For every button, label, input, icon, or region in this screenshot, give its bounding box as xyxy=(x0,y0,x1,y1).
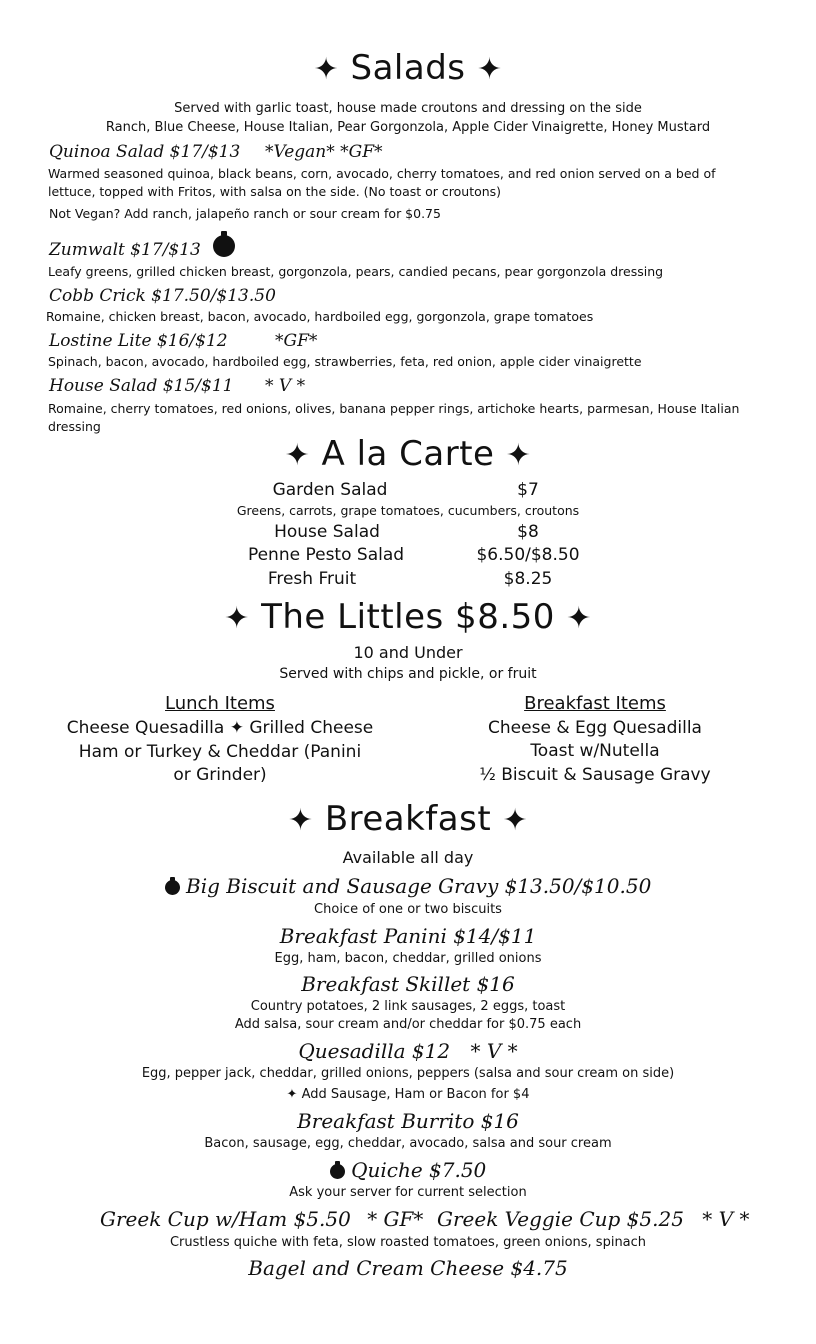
house-favorite-icon xyxy=(165,880,180,895)
menu-item-zumwalt: Zumwalt $17/$13 xyxy=(49,240,201,260)
breakfast-kid-item: Cheese & Egg Quesadilla xyxy=(488,718,702,738)
alacarte-heading-text: A la Carte xyxy=(321,434,495,474)
menu-item-name: Greek Cup w/Ham $5.50 xyxy=(100,1207,351,1231)
item-note-quinoa: Not Vegan? Add ranch, jalapeño ranch or sour cream for $0.75 xyxy=(49,206,441,221)
item-addon-breakfast-skillet: Add salsa, sour cream and/or cheddar for $0.75 each xyxy=(234,1017,582,1032)
menu-item-breakfast-panini: Breakfast Panini $14/$11 xyxy=(279,924,537,948)
lunch-item-row xyxy=(60,718,380,738)
sparkle-icon: ✦ xyxy=(284,438,311,473)
menu-item-big-biscuit xyxy=(0,874,816,898)
alacarte-item-price: $8 xyxy=(517,522,539,542)
littles-age: 10 and Under xyxy=(353,643,463,662)
menu-item-cobb-crick: Cobb Crick $17.50/$13.50 xyxy=(49,286,276,306)
breakfast-available: Available all day xyxy=(342,848,474,867)
item-desc-breakfast-skillet: Country potatoes, 2 link sausages, 2 eggs, toast xyxy=(250,999,566,1014)
menu-item-name: Big Biscuit and Sausage Gravy $13.50/$10.50 xyxy=(186,874,652,898)
alacarte-item-price: $6.50/$8.50 xyxy=(476,545,580,565)
menu-item-greek-veggie-cup xyxy=(437,1207,749,1231)
dietary-tag: * V * xyxy=(702,1207,750,1231)
lunch-item: Ham or Turkey & Cheddar (Panini or Grinder) xyxy=(78,742,362,785)
breakfast-kid-item: ½ Biscuit & Sausage Gravy xyxy=(479,765,711,785)
lunch-item: Cheese Quesadilla xyxy=(66,718,225,738)
item-desc-quinoa: Warmed seasoned quinoa, black beans, corn, avocado, cherry tomatoes, and red onion served on a bed of lettuce, topped with Fritos, with salsa on the side. (No toast or croutons) xyxy=(48,166,716,199)
house-favorite-icon xyxy=(330,1164,345,1179)
sparkle-icon: ✦ xyxy=(313,52,340,87)
lunch-items-title: Lunch Items xyxy=(165,693,275,714)
breakfast-heading xyxy=(0,799,816,839)
menu-item-quesadilla xyxy=(0,1039,816,1063)
item-desc-breakfast-burrito: Bacon, sausage, egg, cheddar, avocado, salsa and sour cream xyxy=(204,1136,612,1151)
item-desc-quiche: Ask your server for current selection xyxy=(289,1185,527,1200)
dietary-tag: * GF* xyxy=(367,1207,424,1231)
item-desc-breakfast-panini: Egg, ham, bacon, cheddar, grilled onions xyxy=(274,951,542,966)
menu-item-name: Quiche $7.50 xyxy=(351,1158,487,1182)
sparkle-icon: ✦ xyxy=(505,438,532,473)
sparkle-icon: ✦ xyxy=(224,601,250,636)
menu-item-quinoa-salad: Quinoa Salad $17/$13 xyxy=(49,142,241,162)
menu-item-greek-cup-ham xyxy=(100,1207,423,1231)
salads-served-line-1: Served with garlic toast, house made croutons and dressing on the side xyxy=(174,101,642,116)
breakfast-kid-item: Toast w/Nutella xyxy=(530,741,660,761)
item-desc-house-salad: Romaine, cherry tomatoes, red onions, olives, banana pepper rings, artichoke hearts, parmesan, House Italian dressing xyxy=(48,401,740,434)
dietary-tag-lostine-lite: *GF* xyxy=(275,331,318,351)
littles-served: Served with chips and pickle, or fruit xyxy=(279,666,537,682)
alacarte-item-name: Fresh Fruit xyxy=(267,569,357,589)
alacarte-item-price: $7 xyxy=(517,480,539,500)
breakfast-heading-text: Breakfast xyxy=(324,799,492,839)
sparkle-icon: ✦ xyxy=(566,601,592,636)
house-favorite-icon xyxy=(213,235,235,257)
salads-heading xyxy=(0,48,816,88)
littles-heading-text: The Littles $8.50 xyxy=(261,597,555,637)
lunch-item: Grilled Cheese xyxy=(249,718,374,738)
menu-item-name: Quesadilla $12 xyxy=(298,1039,451,1063)
littles-heading xyxy=(0,597,816,637)
alacarte-item-name: Penne Pesto Salad xyxy=(247,545,405,565)
menu-item-lostine-lite: Lostine Lite $16/$12 xyxy=(49,331,228,351)
addon-text: Add Sausage, Ham or Bacon for $4 xyxy=(301,1087,530,1102)
item-desc-quesadilla: Egg, pepper jack, cheddar, grilled onions, peppers (salsa and sour cream on side) xyxy=(141,1066,675,1081)
menu-item-breakfast-burrito: Breakfast Burrito $16 xyxy=(297,1109,519,1133)
breakfast-items-title: Breakfast Items xyxy=(524,693,666,714)
menu-item-bagel: Bagel and Cream Cheese $4.75 xyxy=(248,1256,568,1280)
item-desc-cobb-crick: Romaine, chicken breast, bacon, avocado, hardboiled egg, gorgonzola, grape tomatoes xyxy=(46,309,594,324)
menu-item-name: Greek Veggie Cup $5.25 xyxy=(437,1207,684,1231)
sparkle-icon: ✦ xyxy=(286,1087,298,1102)
dietary-tag: * V * xyxy=(470,1039,518,1063)
alacarte-item-name: Garden Salad xyxy=(272,480,388,500)
alacarte-item-name: House Salad xyxy=(274,522,380,542)
item-addon-quesadilla xyxy=(0,1087,816,1102)
item-desc-lostine-lite: Spinach, bacon, avocado, hardboiled egg, strawberries, feta, red onion, apple cider vinaigrette xyxy=(48,354,642,369)
alacarte-item-desc: Greens, carrots, grape tomatoes, cucumbers, croutons xyxy=(236,503,580,518)
alacarte-heading xyxy=(0,434,816,474)
dietary-tag-quinoa: *Vegan* *GF* xyxy=(265,142,383,162)
salads-heading-text: Salads xyxy=(350,48,466,88)
menu-item-breakfast-skillet: Breakfast Skillet $16 xyxy=(301,972,515,996)
sparkle-icon: ✦ xyxy=(287,803,314,838)
item-desc-greek-cups: Crustless quiche with feta, slow roasted tomatoes, green onions, spinach xyxy=(169,1235,647,1250)
item-desc-zumwalt: Leafy greens, grilled chicken breast, gorgonzola, pears, candied pecans, pear gorgonzola dressing xyxy=(48,264,664,279)
menu-item-quiche xyxy=(0,1158,816,1182)
alacarte-item-price: $8.25 xyxy=(503,569,553,589)
sparkle-icon: ✦ xyxy=(229,718,244,738)
salads-served-line-2: Ranch, Blue Cheese, House Italian, Pear Gorgonzola, Apple Cider Vinaigrette, Honey Mustard xyxy=(105,120,711,135)
sparkle-icon: ✦ xyxy=(502,803,529,838)
menu-item-house-salad: House Salad $15/$11 xyxy=(49,376,234,396)
sparkle-icon: ✦ xyxy=(476,52,503,87)
dietary-tag-house-salad: * V * xyxy=(265,376,306,396)
item-desc-big-biscuit: Choice of one or two biscuits xyxy=(314,902,502,917)
